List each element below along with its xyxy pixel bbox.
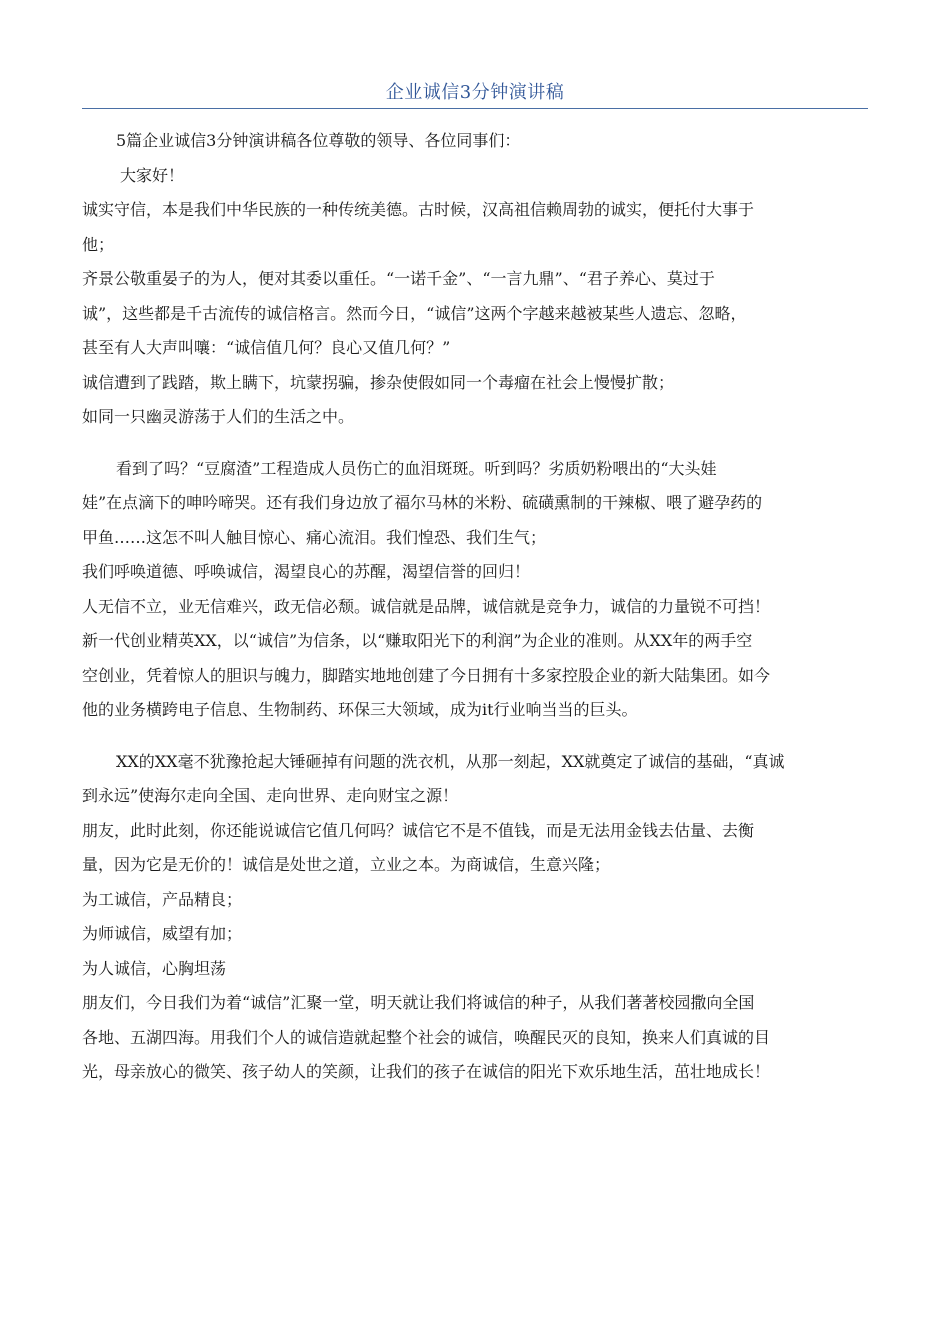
body-line: 他的业务横跨电子信息、生物制药、环保三大领域，成为it行业响当当的巨头。 [82,700,638,719]
body-line: 5篇企业诚信3分钟演讲稿各位尊敬的领导、各位同事们： [116,131,521,150]
body-line: 为人诚信，心胸坦荡 [82,958,227,978]
body-line: 人无信不立，业无信难兴，政无信必颓。诚信就是品牌，诚信就是竞争力，诚信的力量锐不可挡！ [82,596,771,616]
document-body [82,124,872,1090]
body-line: 朋友，此时此刻，你还能说诚信它值几何吗？诚信它不是不值钱，而是无法用金钱去估量、去衡 [82,820,755,840]
body-line: 娃”在点滴下的呻吟啼哭。还有我们身边放了福尔马林的米粉、硫磺熏制的干辣椒、喂了避孕药的 [82,493,763,512]
body-line: 诚实守信，本是我们中华民族的一种传统美德。古时候，汉高祖信赖周勃的诚实，便托付大事于 [82,200,755,219]
body-line: 到永远”使海尔走向全国、走向世界、走向财宝之源！ [82,786,459,805]
body-line: 他； [82,234,115,254]
body-line: XX的XX毫不犹豫抢起大锤砸掉有问题的洗衣机，从那一刻起，XX就奠定了诚信的基础，“真诚 [116,751,785,771]
body-line: 甚至有人大声叫嚷：“诚信值几何？良心又值几何？” [82,338,451,357]
body-line: 如同一只幽灵游荡于人们的生活之中。 [82,407,355,426]
body-line: 量，因为它是无价的！诚信是处世之道，立业之本。为商诚信，生意兴隆； [82,855,611,874]
paragraph-gap [82,435,872,452]
body-line: 大家好！ [120,165,185,185]
body-line: 各地、五湖四海。用我们个人的诚信造就起整个社会的诚信，唤醒民灭的良知，换来人们真诚的目 [82,1027,771,1047]
body-line: 诚信遭到了践踏，欺上瞒下，坑蒙拐骗，掺杂使假如同一个毒瘤在社会上慢慢扩散； [82,372,675,392]
body-line: 诚”，这些都是千古流传的诚信格言。然而今日，“诚信”这两个字越来越被某些人遗忘、忽略， [82,303,747,323]
body-line: 新一代创业精英XX，以“诚信”为信条，以“赚取阳光下的利润”为企业的准则。从XX年的两手空 [82,631,753,650]
body-line: 光，母亲放心的微笑、孩子幼人的笑颜，让我们的孩子在诚信的阳光下欢乐地生活，茁壮地成长！ [82,1062,771,1081]
body-line: 齐景公敬重晏子的为人，便对其委以重任。“一诺千金”、“一言九鼎”、“君子养心、莫过于 [82,269,715,288]
body-line: 看到了吗？“豆腐渣”工程造成人员伤亡的血泪斑斑。听到吗？劣质奶粉喂出的“大头娃 [116,458,717,478]
body-line: 我们呼唤道德、呼唤诚信，渴望良心的苏醒，渴望信誉的回归！ [82,562,531,581]
paragraph-gap [82,728,872,745]
document-title: 企业诚信3分钟演讲稿 [385,82,565,103]
body-line: 为工诚信，产品精良； [82,889,243,909]
body-line: 空创业，凭着惊人的胆识与魄力，脚踏实地地创建了今日拥有十多家控股企业的新大陆集团。如今 [82,665,771,685]
body-line: 为师诚信，威望有加； [82,924,243,943]
page-header [82,78,868,109]
body-line: 朋友们，今日我们为着“诚信”汇聚一堂，明天就让我们将诚信的种子，从我们著著校园撒向全国 [82,993,755,1012]
body-line: 甲鱼……这怎不叫人触目惊心、痛心流泪。我们惶恐、我们生气； [82,527,547,547]
